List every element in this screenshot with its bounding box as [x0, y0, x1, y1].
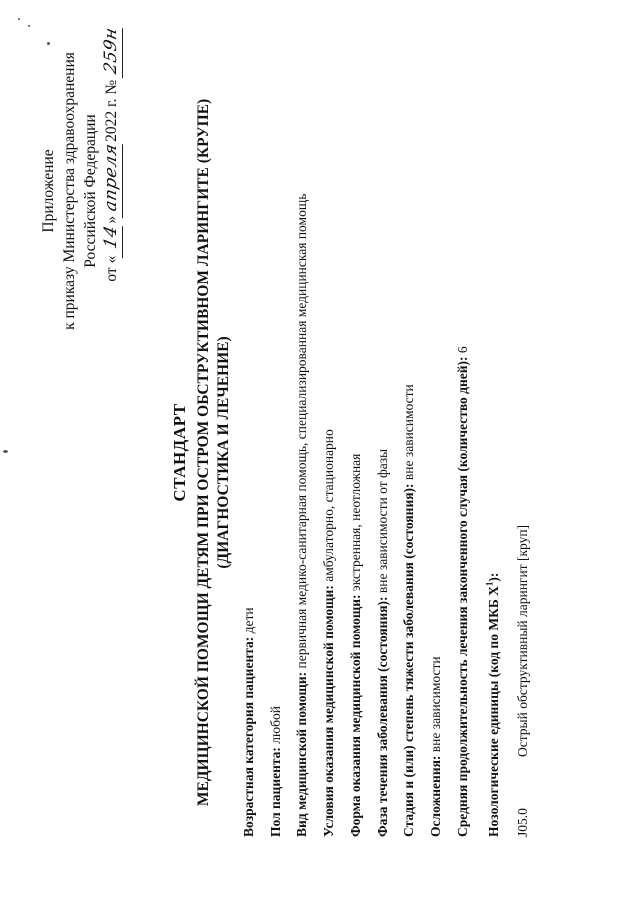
order-number-handwritten: 259н — [101, 24, 123, 79]
order-day-handwritten: 14 — [101, 221, 123, 258]
annex-title: Приложение — [40, 149, 57, 233]
field-label: Осложнения: — [427, 755, 443, 837]
field-label-text: Нозологические единицы (код по МКБ X — [485, 586, 501, 837]
scan-speck — [3, 450, 8, 453]
annex-block — [38, 26, 123, 356]
order-mid: » — [103, 215, 120, 224]
annex-order-line — [101, 26, 123, 356]
field-disease-stage — [396, 17, 423, 837]
field-value: любой — [267, 706, 283, 748]
field-label: Возрастная категория пациента: — [241, 636, 256, 837]
field-value: вне зависимости от фазы — [374, 448, 390, 597]
field-label — [486, 573, 501, 837]
title-line-2: (ДИАГНОСТИКА И ЛЕЧЕНИЕ) — [215, 336, 232, 569]
field-value: амбулаторно, стационарно — [321, 429, 337, 586]
diagnosis-name: Острый обструктивный ларингит [круп] — [514, 524, 530, 757]
diagnosis-row — [510, 17, 537, 837]
field-care-conditions — [316, 17, 343, 837]
scan-speck — [28, 25, 30, 27]
field-label: Вид медицинской помощи: — [294, 671, 310, 837]
standard-fields — [236, 17, 536, 837]
standard-title — [170, 40, 234, 865]
field-complications — [423, 17, 450, 837]
annex-line-2: Российской Федерации — [82, 114, 99, 268]
order-prefix: от « — [103, 255, 120, 282]
field-value: дети — [241, 607, 256, 637]
field-disease-phase — [370, 17, 397, 837]
field-care-type — [289, 17, 316, 837]
field-label: Условия оказания медицинской помощи: — [321, 585, 337, 837]
field-care-form — [343, 17, 370, 837]
field-label: Средняя продолжительность лечения законченного случая (количество дней): — [454, 356, 470, 837]
title-line-1: МЕДИЦИНСКОЙ ПОМОЩИ ДЕТЯМ ПРИ ОСТРОМ ОБСТРУКТИВНОМ ЛАРИНГИТЕ (КРУПЕ) — [195, 98, 212, 807]
field-nosological-units — [476, 17, 507, 837]
order-month-handwritten: апреля — [101, 140, 123, 219]
annex-line-1: к приказу Министерства здравоохранения — [61, 52, 78, 330]
field-treatment-duration — [450, 17, 477, 837]
field-label: Пол пациента: — [267, 747, 283, 837]
footnote-marker: 1 — [484, 581, 495, 587]
field-label: Стадия и (или) степень тяжести заболевания (состояния): — [401, 483, 417, 837]
field-sex — [263, 17, 290, 837]
order-year: 2022 г. № — [103, 79, 120, 142]
field-value: экстренная, неотложная — [347, 453, 363, 595]
field-label-end: ): — [485, 572, 501, 582]
field-value: вне зависимости — [401, 384, 417, 484]
field-age-category — [236, 17, 263, 837]
scan-speck — [18, 18, 20, 20]
field-value: вне зависимости — [427, 656, 443, 756]
field-label: Форма оказания медицинской помощи: — [347, 594, 363, 837]
diagnosis-code: J05.0 — [514, 808, 530, 837]
field-value: 6 — [454, 346, 470, 357]
field-label: Фаза течения заболевания (состояния): — [374, 596, 390, 837]
title-main: СТАНДАРТ — [170, 403, 189, 502]
field-value: первичная медико-санитарная помощь, специализированная медицинская помощь — [294, 193, 310, 672]
